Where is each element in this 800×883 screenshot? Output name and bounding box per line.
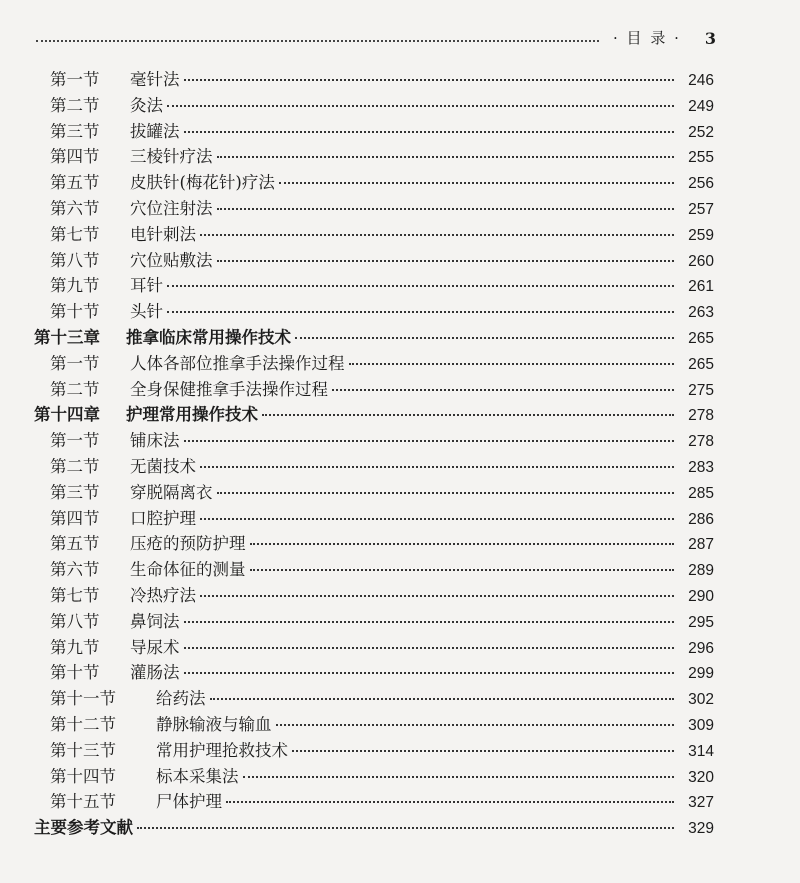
toc-entry-title: 标本采集法 bbox=[156, 766, 239, 786]
toc-entry-title: 冷热疗法 bbox=[130, 585, 196, 605]
toc-chapter-row[interactable] bbox=[34, 401, 714, 427]
toc-entry-title: 全身保健推拿手法操作过程 bbox=[130, 379, 328, 399]
dot-leader bbox=[167, 285, 674, 287]
toc-entry-label: 第十三节 bbox=[50, 740, 116, 760]
toc-entry-label: 第一节 bbox=[50, 353, 100, 373]
toc-entry-label: 第八节 bbox=[50, 611, 100, 631]
toc-entry-page: 290 bbox=[688, 587, 714, 605]
header-title: · 目 录 · bbox=[613, 29, 681, 47]
toc-section-row[interactable] bbox=[34, 427, 714, 453]
toc-entry-label: 第六节 bbox=[50, 198, 100, 218]
toc-entry-label: 第九节 bbox=[50, 276, 100, 296]
dot-leader bbox=[200, 234, 674, 236]
toc-entry-page: 329 bbox=[688, 820, 714, 838]
dot-leader bbox=[184, 647, 675, 649]
toc-entry-page: 289 bbox=[688, 562, 714, 580]
toc-section-row[interactable] bbox=[34, 737, 714, 763]
toc-section-row[interactable] bbox=[34, 143, 714, 169]
toc-entry-label: 第四节 bbox=[50, 147, 100, 167]
toc-entry-title: 穴位贴敷法 bbox=[130, 250, 213, 270]
toc-section-row[interactable] bbox=[34, 169, 714, 195]
toc-entry-title: 压疮的预防护理 bbox=[130, 534, 246, 554]
dot-leader bbox=[217, 492, 675, 494]
toc-entry-page: 261 bbox=[688, 278, 714, 296]
toc-entry-page: 257 bbox=[688, 200, 714, 218]
dot-leader bbox=[167, 311, 674, 313]
dot-leader bbox=[250, 569, 675, 571]
toc-entry-page: 265 bbox=[688, 355, 714, 373]
toc-entry-title: 口腔护理 bbox=[130, 508, 196, 528]
dot-leader bbox=[200, 518, 674, 520]
toc-entry-page: 278 bbox=[688, 433, 714, 451]
dot-leader bbox=[184, 672, 675, 674]
toc-section-row[interactable] bbox=[34, 376, 714, 402]
toc-section-row[interactable] bbox=[34, 195, 714, 221]
toc-entry-page: 263 bbox=[688, 304, 714, 322]
toc-entry-title: 常用护理抢救技术 bbox=[156, 740, 288, 760]
toc-entry-title: 皮肤针(梅花针)疗法 bbox=[130, 173, 275, 193]
toc-entry-page: 299 bbox=[688, 665, 714, 683]
toc-section-row[interactable] bbox=[34, 634, 714, 660]
toc-entry-title: 毫针法 bbox=[130, 70, 180, 89]
toc-entry-label: 第二节 bbox=[50, 456, 100, 476]
toc-entry-title: 鼻饲法 bbox=[130, 611, 180, 631]
toc-section-row[interactable] bbox=[34, 350, 714, 376]
toc-entry-page: 259 bbox=[688, 226, 714, 244]
dot-leader bbox=[250, 543, 675, 545]
dot-leader bbox=[349, 363, 675, 365]
toc-entry-page: 265 bbox=[688, 329, 714, 347]
toc-entry-label: 第三节 bbox=[50, 482, 100, 502]
toc-entry-label: 第九节 bbox=[50, 637, 100, 657]
toc-entry-title: 人体各部位推拿手法操作过程 bbox=[130, 353, 345, 373]
toc-section-row[interactable] bbox=[34, 92, 714, 118]
toc-section-row[interactable] bbox=[34, 788, 714, 814]
toc-section-row[interactable] bbox=[34, 221, 714, 247]
toc-backmatter-row[interactable] bbox=[34, 814, 714, 840]
dot-leader bbox=[210, 698, 675, 700]
toc-entry-title: 铺床法 bbox=[130, 431, 180, 451]
toc-entry-page: 252 bbox=[688, 123, 714, 141]
toc-entry-label: 第七节 bbox=[50, 224, 100, 244]
toc-entry-page: 320 bbox=[688, 768, 714, 786]
toc-entry-label: 第十节 bbox=[50, 302, 100, 322]
dot-leader bbox=[332, 389, 674, 391]
toc-entry-page: 296 bbox=[688, 639, 714, 657]
toc-entry-label: 第六节 bbox=[50, 560, 100, 580]
toc-entry-page: 278 bbox=[688, 407, 714, 425]
toc-entry-page: 256 bbox=[688, 175, 714, 193]
toc-section-row[interactable] bbox=[34, 479, 714, 505]
toc-entry-page: 260 bbox=[688, 252, 714, 270]
toc-entry-title: 穿脱隔离衣 bbox=[130, 482, 213, 502]
toc-entry-page: 286 bbox=[688, 510, 714, 528]
toc-entry-title: 导尿术 bbox=[130, 637, 180, 657]
dot-leader bbox=[200, 466, 674, 468]
dot-leader bbox=[137, 827, 674, 829]
toc-entry-label: 第五节 bbox=[50, 173, 100, 193]
toc-entry-page: 283 bbox=[688, 458, 714, 476]
toc-entry-page: 255 bbox=[688, 149, 714, 167]
toc-entry-label: 第一节 bbox=[50, 431, 100, 451]
toc-entry-page: 275 bbox=[688, 381, 714, 399]
toc-entry-label: 第八节 bbox=[50, 250, 100, 270]
toc-entry-title: 耳针 bbox=[130, 276, 163, 296]
toc-entry-label: 第一节 bbox=[50, 70, 100, 89]
dot-leader bbox=[243, 776, 675, 778]
toc-entry-title: 头针 bbox=[130, 302, 163, 322]
toc-entry-label: 第十五节 bbox=[50, 792, 116, 812]
toc-entry-title: 电针刺法 bbox=[130, 224, 196, 244]
toc-entry-page: 309 bbox=[688, 716, 714, 734]
dot-leader bbox=[184, 131, 675, 133]
toc-entry-title: 护理常用操作技术 bbox=[126, 405, 258, 425]
dot-leader bbox=[184, 440, 675, 442]
toc-section-row[interactable] bbox=[34, 298, 714, 324]
toc-entry-page: 314 bbox=[688, 742, 714, 760]
toc-entry-label: 第七节 bbox=[50, 585, 100, 605]
toc-entry-label: 第十一节 bbox=[50, 689, 116, 709]
dot-leader bbox=[217, 260, 675, 262]
toc-entry-page: 246 bbox=[688, 72, 714, 89]
toc-section-row[interactable] bbox=[34, 685, 714, 711]
toc-entry-label: 第十二节 bbox=[50, 714, 116, 734]
toc-entry-title: 三棱针疗法 bbox=[130, 147, 213, 167]
toc-entry-label: 第三节 bbox=[50, 121, 100, 141]
toc-entry-title: 穴位注射法 bbox=[130, 198, 213, 218]
toc-entry-page: 249 bbox=[688, 97, 714, 115]
toc-entry-title: 拔罐法 bbox=[130, 121, 180, 141]
header-page-number: 3 bbox=[704, 29, 716, 48]
toc-section-row[interactable] bbox=[34, 272, 714, 298]
toc-entry-label: 第四节 bbox=[50, 508, 100, 528]
dot-leader bbox=[200, 595, 674, 597]
dot-leader bbox=[167, 105, 674, 107]
toc-section-row[interactable] bbox=[34, 659, 714, 685]
toc-entry-page: 327 bbox=[688, 794, 714, 812]
toc-entry-title: 静脉输液与输血 bbox=[156, 714, 272, 734]
toc-entry-page: 285 bbox=[688, 484, 714, 502]
toc-entry-title: 推拿临床常用操作技术 bbox=[126, 327, 291, 347]
toc-section-row[interactable] bbox=[34, 247, 714, 273]
toc-entry-title: 灸法 bbox=[130, 95, 163, 115]
toc-entry-label: 第十三章 bbox=[34, 327, 100, 347]
toc-entry-page: 287 bbox=[688, 536, 714, 554]
dot-leader bbox=[262, 414, 674, 416]
toc-section-row[interactable] bbox=[34, 530, 714, 556]
toc-section-row[interactable] bbox=[34, 763, 714, 789]
dot-leader bbox=[276, 724, 675, 726]
header-leader bbox=[36, 40, 599, 42]
dot-leader bbox=[217, 156, 675, 158]
dot-leader bbox=[184, 79, 675, 81]
toc-entry-page: 295 bbox=[688, 613, 714, 631]
toc-section-row[interactable] bbox=[34, 118, 714, 144]
dot-leader bbox=[226, 801, 674, 803]
toc-section-row[interactable] bbox=[34, 582, 714, 608]
toc-section-row[interactable] bbox=[34, 556, 714, 582]
toc-entry-title: 无菌技术 bbox=[130, 456, 196, 476]
toc-entry-label: 第十四章 bbox=[34, 405, 100, 425]
toc-section-row[interactable] bbox=[34, 608, 714, 634]
toc-entry-page: 302 bbox=[688, 691, 714, 709]
toc-entry-label: 第二节 bbox=[50, 379, 100, 399]
toc-section-row[interactable] bbox=[34, 66, 714, 92]
toc-section-row[interactable] bbox=[34, 711, 714, 737]
toc-section-row[interactable] bbox=[34, 453, 714, 479]
dot-leader bbox=[295, 337, 674, 339]
toc-entry-label: 第十四节 bbox=[50, 766, 116, 786]
toc-entry-title: 生命体征的测量 bbox=[130, 560, 246, 580]
toc-entry-title: 给药法 bbox=[156, 689, 206, 709]
toc-entry-label: 第五节 bbox=[50, 534, 100, 554]
toc-entry-label: 主要参考文献 bbox=[34, 818, 133, 838]
toc-entry-title: 尸体护理 bbox=[156, 792, 222, 812]
dot-leader bbox=[217, 208, 675, 210]
running-header bbox=[36, 24, 716, 48]
toc-chapter-row[interactable] bbox=[34, 324, 714, 350]
dot-leader bbox=[184, 621, 675, 623]
toc-section-row[interactable] bbox=[34, 505, 714, 531]
toc-entry-label: 第二节 bbox=[50, 95, 100, 115]
toc-entry-label: 第十节 bbox=[50, 663, 100, 683]
dot-leader bbox=[292, 750, 674, 752]
dot-leader bbox=[279, 182, 674, 184]
toc-entry-title: 灌肠法 bbox=[130, 663, 180, 683]
table-of-contents bbox=[34, 66, 714, 840]
